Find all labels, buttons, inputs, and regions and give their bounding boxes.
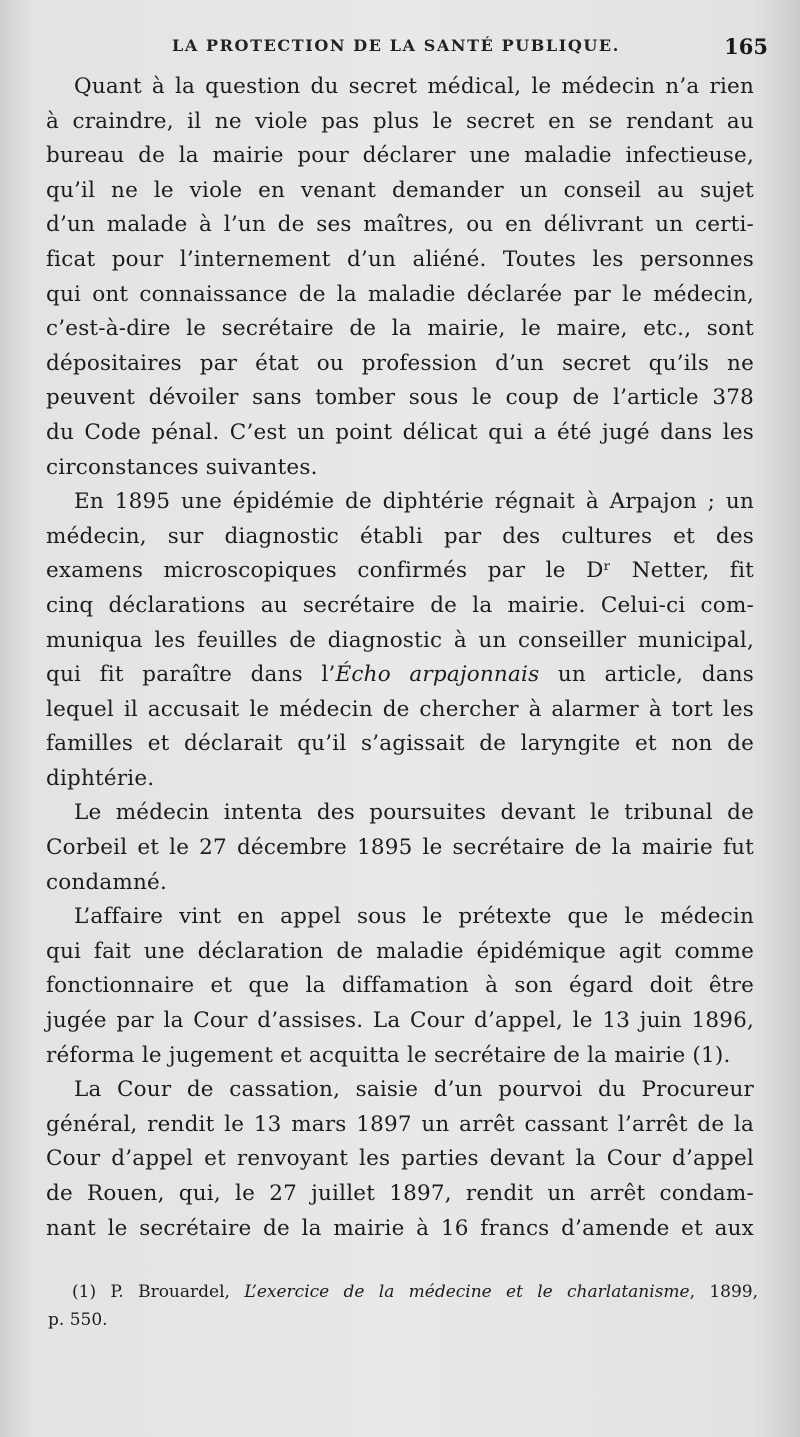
text-line: qu’il ne le viole en venant demander un conseil au sujet (46, 177, 754, 203)
body-text (46, 70, 754, 1246)
text-line: réforma le jugement et acquitta le secrétaire de la mairie (1). (46, 1042, 731, 1068)
text-line: ficat pour l’internement d’un aliéné. Toutes les personnes (46, 246, 754, 272)
text-line: peuvent dévoiler sans tomber sous le coup de l’article 378 (46, 385, 754, 411)
text-line: Cour d’appel et renvoyant les parties devant la Cour d’appel (46, 1146, 754, 1172)
text-line: nant le secrétaire de la mairie à 16 francs d’amende et aux (46, 1215, 754, 1241)
text-line: de Rouen, qui, le 27 juillet 1897, rendit un arrêt condam- (46, 1181, 754, 1206)
text-line: En 1895 une épidémie de diphtérie régnait à Arpajon ; un (74, 489, 754, 515)
text-line: général, rendit le 13 mars 1897 un arrêt cassant l’arrêt de la (46, 1111, 754, 1137)
newspaper-title: Écho arpajonnais (335, 662, 540, 688)
footnote (48, 1278, 758, 1334)
footnote-text: (1) P. Brouardel, (72, 1282, 245, 1302)
text-line: jugée par la Cour d’assises. La Cour d’appel, le 13 juin 1896, (46, 1008, 754, 1034)
text-line: cinq déclarations au secrétaire de la mairie. Celui-ci com- (46, 592, 754, 618)
text-line: familles et déclarait qu’il s’agissait de laryngite et non de (46, 731, 754, 757)
footnote-line: p. 550. (48, 1310, 108, 1330)
text-line: La Cour de cassation, saisie d’un pourvoi du Procureur (74, 1077, 754, 1103)
text-line: c’est-à-dire le secrétaire de la mairie, le maire, etc., sont (46, 316, 754, 342)
footnote-book-title: L’exercice de la médecine et le charlatanisme (244, 1282, 690, 1302)
text-line: fonctionnaire et que la diffamation à son égard doit être (46, 973, 754, 999)
text-line: muniqua les feuilles de diagnostic à un conseiller municipal, (46, 627, 754, 653)
text-line: diphtérie. (46, 765, 155, 791)
text-line: Le médecin intenta des poursuites devant le tribunal de (74, 800, 754, 826)
text-line: examens microscopiques confirmés par le Dʳ Netter, fit (46, 558, 754, 584)
page-header (172, 34, 768, 60)
text-line: condamné. (46, 869, 168, 895)
text-line: qui ont connaissance de la maladie déclarée par le médecin, (46, 281, 754, 307)
text-line: Quant à la question du secret médical, le médecin n’a rien (74, 74, 754, 99)
footnote-text: , 1899, (689, 1282, 758, 1302)
text-line: lequel il accusait le médecin de chercher à alarmer à tort les (46, 696, 754, 722)
text-line: du Code pénal. C’est un point délicat qui a été jugé dans les (46, 419, 754, 445)
footnote-line (48, 1278, 758, 1306)
text-line: médecin, sur diagnostic établi par des cultures et des (46, 523, 754, 549)
text-line: d’un malade à l’un de ses maîtres, ou en délivrant un certi- (46, 212, 754, 238)
text-line: à craindre, il ne viole pas plus le secret en se rendant au (46, 108, 754, 134)
text-line: Corbeil et le 27 décembre 1895 le secrétaire de la mairie fut (46, 835, 754, 861)
text-line: qui fait une déclaration de maladie épidémique agit comme (46, 938, 754, 964)
page-number: 165 (724, 34, 768, 59)
running-title: LA PROTECTION DE LA SANTÉ PUBLIQUE. (172, 36, 620, 55)
text-line: bureau de la mairie pour déclarer une maladie infectieuse, (46, 143, 754, 169)
text-line-with-title (46, 658, 754, 693)
text-segment: qui fit paraître dans l’ (46, 662, 336, 688)
text-segment: un article, dans (539, 662, 754, 688)
text-line: dépositaires par état ou profession d’un secret qu’ils ne (46, 350, 754, 376)
text-line: circonstances suivantes. (46, 454, 318, 480)
text-line: L’affaire vint en appel sous le prétexte que le médecin (74, 904, 754, 930)
